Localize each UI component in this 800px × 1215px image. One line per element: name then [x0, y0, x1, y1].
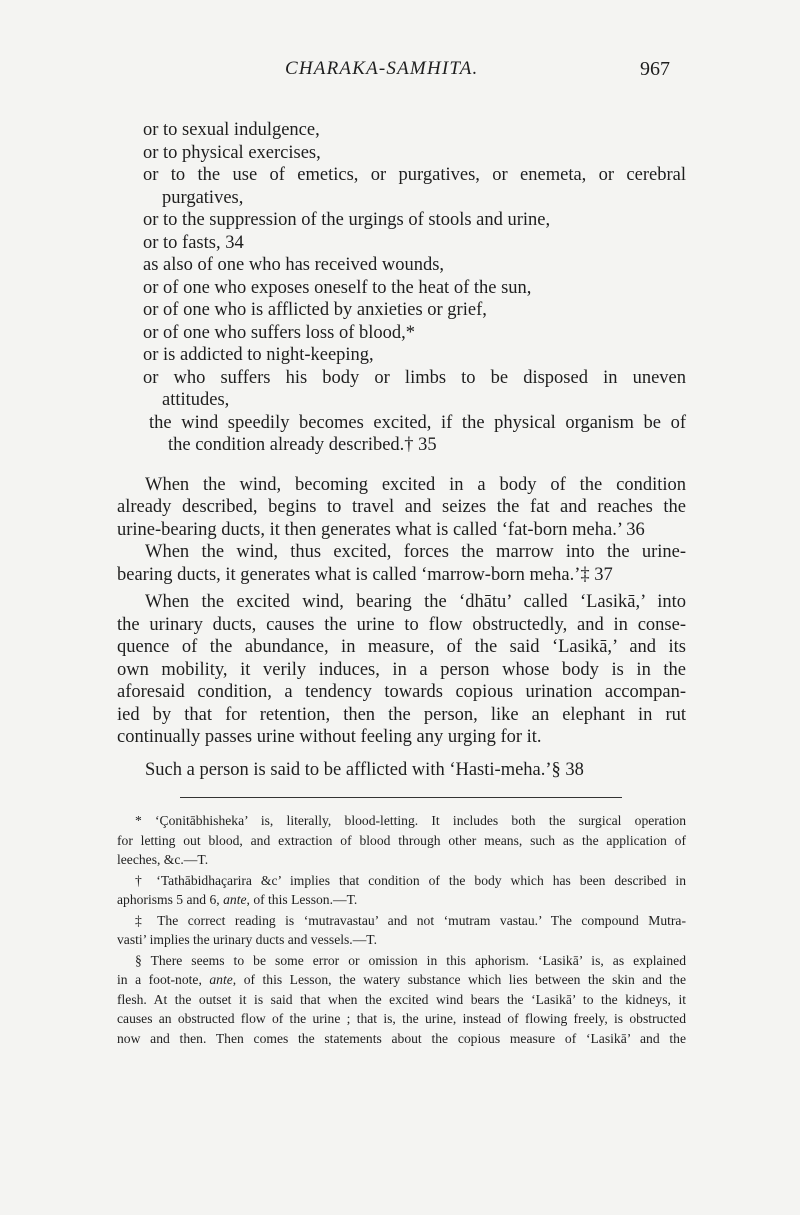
footnote-italic: ante	[223, 892, 247, 907]
footnote-text: in a foot-note,	[117, 972, 202, 987]
text-line: or to the use of emetics, or purgatives, or enemeta, or cerebral	[143, 165, 686, 185]
text-line: urine-bearing ducts, it then generates what is called ‘fat-born meha.’ 36	[117, 519, 645, 540]
page-number: 967	[640, 58, 670, 80]
text-line: ied by that for retention, then the person, like an elephant in rut	[117, 704, 686, 725]
footnote-text: aphorisms 5 and 6,	[117, 892, 220, 907]
text-line: already described, begins to travel and seizes the fat and reaches the	[117, 497, 686, 517]
text-line: continually passes urine without feeling any urging for it.	[117, 727, 542, 747]
footnote-line: leeches, &c.—T.	[117, 852, 209, 867]
footnote-line: ‡ The correct reading is ‘mutravastau’ and not ‘mutram vastau.’ The compound Mutra-	[135, 912, 686, 928]
footnote-line: for letting out blood, and extraction of blood through other means, such as the application of	[117, 832, 686, 848]
footnote-line	[117, 890, 686, 910]
text-line: or is addicted to night-keeping,	[143, 345, 374, 365]
text-line: When the wind, thus excited, forces the marrow into the urine-	[145, 542, 686, 562]
text-line: or to the suppression of the urgings of stools and urine,	[143, 210, 551, 230]
text-line: or to sexual indulgence,	[143, 120, 320, 140]
main-text	[0, 119, 800, 781]
footnote-text: , of this Lesson.—T.	[246, 892, 358, 907]
text-line: or of one who suffers loss of blood,*	[143, 322, 415, 343]
footnote-line: vasti’ implies the urinary ducts and vessels.—T.	[117, 932, 377, 947]
text-line: the condition already described.† 35	[168, 435, 437, 455]
footnote-divider	[180, 797, 622, 798]
footnote-line: * ‘Çonitābhisheka’ is, literally, blood-letting. It includes both the surgical operation	[135, 813, 686, 828]
text-line: the wind speedily becomes excited, if the physical organism be of	[149, 412, 686, 433]
text-line: When the excited wind, bearing the ‘dhātu’ called ‘Lasikā,’ into	[145, 592, 686, 612]
footnote-line: flesh. At the outset it is said that when the excited wind bears the ‘Lasikā’ to the kidneys, it	[117, 991, 686, 1007]
text-line: or to physical exercises,	[143, 142, 321, 163]
text-line: the urinary ducts, causes the urine to flow obstructedly, and in conse-	[117, 614, 686, 635]
text-line: bearing ducts, it generates what is called ‘marrow-born meha.’‡ 37	[117, 564, 613, 585]
text-line: purgatives,	[162, 187, 244, 208]
text-line: quence of the abundance, in measure, of the said ‘Lasikā,’ and its	[117, 637, 686, 657]
footnote-text: , of this Lesson, the watery substance which lies between the skin and the	[232, 972, 686, 987]
footnote-line: now and then. Then comes the statements about the copious measure of ‘Lasikā’ and the	[117, 1030, 686, 1046]
footnotes	[0, 811, 800, 1048]
text-line: Such a person is said to be afflicted with ‘Hasti-meha.’§ 38	[145, 759, 584, 780]
text-line: own mobility, it verily induces, in a person whose body is in the	[117, 659, 686, 680]
text-line: as also of one who has received wounds,	[143, 255, 445, 275]
footnote-line: † ‘Tathābidhaçarira &c’ implies that condition of the body which has been described in	[135, 872, 686, 888]
text-line: or who suffers his body or limbs to be disposed in uneven	[143, 367, 686, 388]
footnote-line: causes an obstructed flow of the urine ; that is, the urine, instead of flowing freely, is obstructed	[117, 1011, 686, 1026]
text-line: or to fasts, 34	[143, 232, 244, 253]
text-line: or of one who is afflicted by anxieties or grief,	[143, 300, 487, 320]
footnote-italic: ante	[209, 972, 233, 987]
text-line: or of one who exposes oneself to the heat of the sun,	[143, 277, 532, 298]
running-header-title: CHARAKA-SAMHITA.	[285, 58, 479, 79]
text-line: attitudes,	[162, 390, 230, 410]
text-line: aforesaid condition, a tendency towards copious urination accompan-	[117, 682, 686, 702]
footnote-line	[117, 970, 686, 990]
footnote-line: § There seems to be some error or omission in this aphorism. ‘Lasikā’ is, as explained	[135, 952, 686, 968]
text-line: When the wind, becoming excited in a body of the condition	[145, 474, 686, 495]
